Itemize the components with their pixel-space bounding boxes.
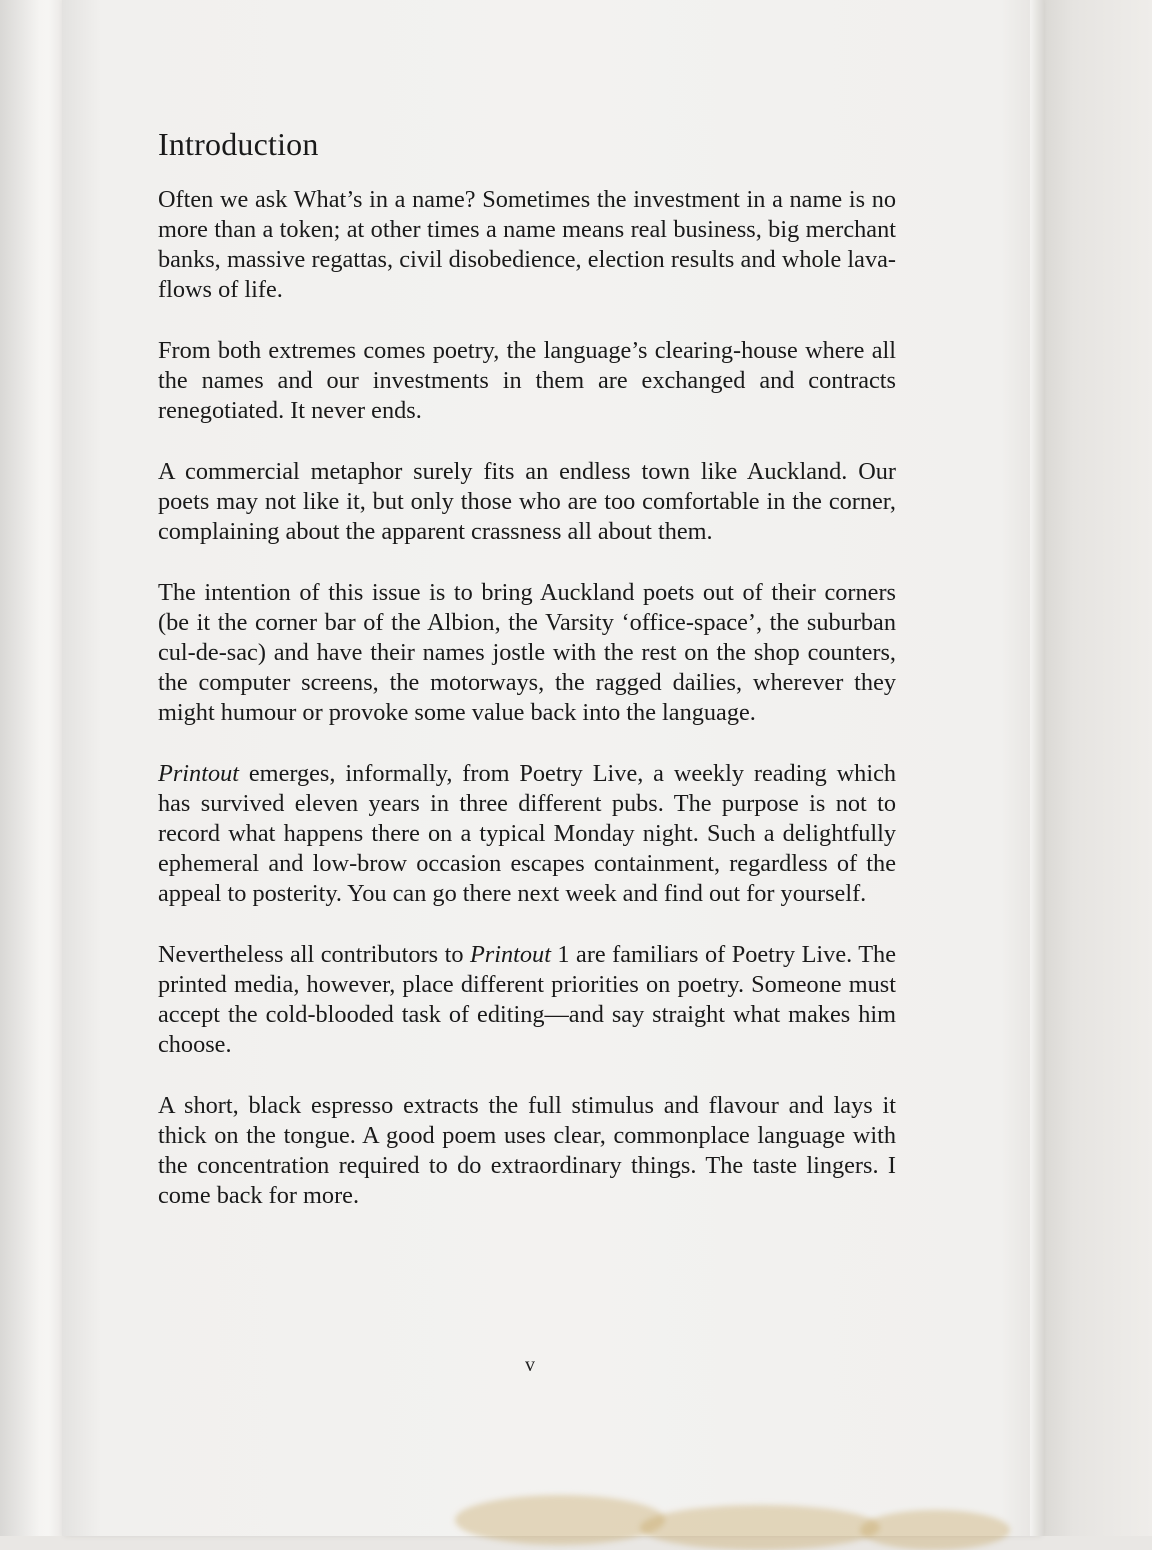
paragraph-1: Often we ask What’s in a name? Sometimes the investment in a name is no more than a token; at other times a name means real business, big merchant banks, massive regattas, civil disobedience, election results and whole lava-flows of life.: [158, 186, 896, 303]
paragraph-5-text: emerges, informally, from Poetry Live, a weekly reading which has survived eleven years in three different pubs. The purpose is not to record what happens there on a typical Monday night. Such a delightfully ephemeral and low-brow occasion escapes containment, regardless of the appeal to posterity. You can go there next week and find out for yourself.: [158, 760, 896, 907]
paragraph-3: A commercial metaphor surely fits an endless town like Auckland. Our poets may not like it, but only those who are too comfortable in the corner, complaining about the apparent crassness all about them.: [158, 458, 896, 545]
page-title: Introduction: [158, 126, 319, 162]
background-surface: [1040, 0, 1152, 1536]
paragraph-5: [158, 759, 896, 909]
paragraph-4: The intention of this issue is to bring Auckland poets out of their corners (be it the corner bar of the Albion, the Varsity ‘office-space’, the suburban cul-de-sac) and have their names jostle with the rest on the shop counters, the computer screens, the motorways, the ragged dailies, wherever they might humour or provoke some value back into the language.: [158, 579, 896, 726]
page-content: [158, 126, 896, 1242]
spine-shadow: [0, 0, 40, 1536]
publication-title: Printout: [158, 760, 239, 787]
page-edge: [1030, 0, 1044, 1536]
page-stain: [640, 1505, 880, 1550]
paragraph-6-before: Nevertheless all contributors to: [158, 941, 470, 968]
page-stain: [860, 1510, 1010, 1550]
paragraph-6: [158, 940, 896, 1060]
page-number: v: [525, 1354, 535, 1376]
paragraph-2: From both extremes comes poetry, the language’s clearing-house where all the names and our investments in them are exchanged and contracts renegotiated. It never ends.: [158, 337, 896, 424]
page-stain: [455, 1495, 665, 1545]
paragraph-7: A short, black espresso extracts the full stimulus and flavour and lays it thick on the tongue. A good poem uses clear, commonplace language with the concentration required to do extraordinary things. The taste lingers. I come back for more.: [158, 1092, 896, 1209]
publication-title: Printout: [469, 941, 551, 968]
paragraph-6-after: 1 are familiars of Poetry Live. The printed media, however, place different priorities on poetry. Someone must accept the cold-blooded task of editing—and say straight what makes him choose.: [158, 941, 896, 1058]
